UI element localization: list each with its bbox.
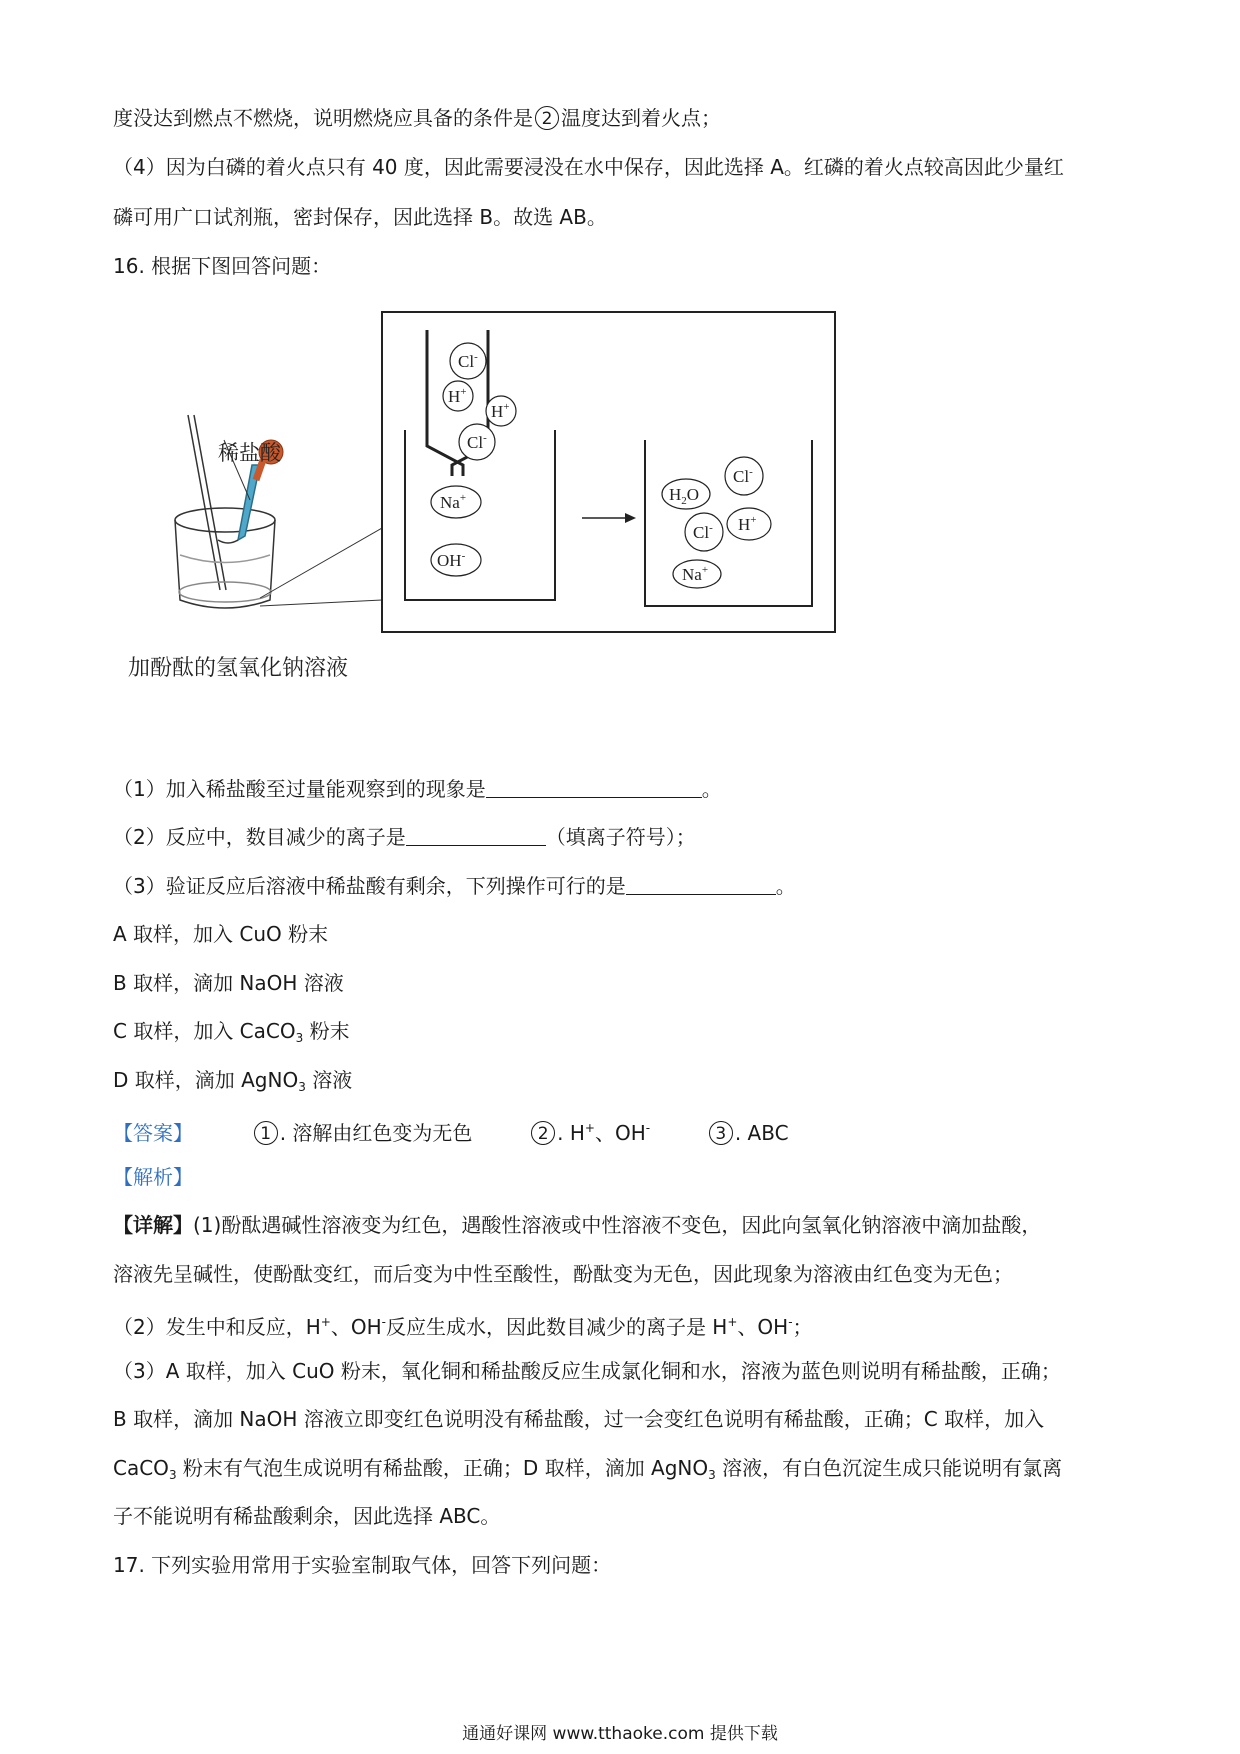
answer-blank-1[interactable] <box>486 777 702 798</box>
circled-number: 2 <box>535 106 559 130</box>
callout-line <box>260 528 382 598</box>
detail-line: （2）发生中和反应，H+、OH-反应生成水，因此数目减少的离子是 H+、OH-； <box>113 1315 813 1339</box>
svg-text:Na+: Na+ <box>682 564 709 584</box>
svg-text:Cl-: Cl- <box>693 522 713 542</box>
acid-label: 稀盐酸 <box>218 442 281 465</box>
svg-text:H+: H+ <box>738 514 757 534</box>
answer-blank-3[interactable] <box>626 874 776 895</box>
detail-line: 溶液先呈碱性，使酚酞变红，而后变为中性至酸性，酚酞变为无色，因此现象为溶液由红色变为无色； <box>113 1262 1013 1286</box>
detail-line: B 取样，滴加 NaOH 溶液立即变红色说明没有稀盐酸，过一会变红色说明有稀盐酸，正确；C 取样，加入 <box>113 1407 1045 1431</box>
svg-text:Cl-: Cl- <box>733 466 753 486</box>
svg-text:H+: H+ <box>491 401 510 421</box>
text-line: 磷可用广口试剂瓶，密封保存，因此选择 B。故选 AB。 <box>113 205 607 229</box>
analysis-label: 【解析】 <box>113 1165 193 1189</box>
answer-blank-2[interactable] <box>406 825 546 846</box>
detail-line: 子不能说明有稀盐酸剩余，因此选择 ABC。 <box>113 1504 501 1528</box>
text-line: 度没达到燃点不燃烧，说明燃烧应具备的条件是 2 温度达到着火点； <box>113 106 721 130</box>
footer-source: 通通好课网 www.tthaoke.com 提供下载 <box>462 1724 778 1744</box>
detail-line: 【详解】(1)酚酞遇碱性溶液变为红色，遇酸性溶液或中性溶液不变色，因此向氢氧化钠溶液中滴加盐酸， <box>113 1213 1042 1237</box>
solution-label: 加酚酞的氢氧化钠溶液 <box>128 655 349 680</box>
reaction-diagram <box>120 300 840 690</box>
svg-text:H+: H+ <box>448 386 467 406</box>
question-2: （2）反应中，数目减少的离子是 （填离子符号）； <box>113 825 696 849</box>
question-17-title: 17. 下列实验用常用于实验室制取气体，回答下列问题： <box>113 1553 612 1577</box>
option-c: C 取样，加入 CaCO$_3$ 粉末 <box>113 1019 350 1045</box>
text-line: （4）因为白磷的着火点只有 40 度，因此需要浸没在水中保存，因此选择 A。红磷的着火点较高因此少量红 <box>113 155 1064 179</box>
svg-text:Na+: Na+ <box>440 492 467 512</box>
question-1: （1）加入稀盐酸至过量能观察到的现象是 。 <box>113 777 722 801</box>
question-3: （3）验证反应后溶液中稀盐酸有剩余，下列操作可行的是 。 <box>113 874 796 898</box>
option-b: B 取样，滴加 NaOH 溶液 <box>113 971 344 995</box>
detail-line: （3）A 取样，加入 CuO 粉末，氧化铜和稀盐酸反应生成氯化铜和水，溶液为蓝色则说明有稀盐酸，正确； <box>113 1359 1061 1383</box>
detail-line: CaCO$_3$ 粉末有气泡生成说明有稀盐酸，正确；D 取样，滴加 AgNO$_3$ 溶液，有白色沉淀生成只能说明有氯离 <box>113 1456 1063 1482</box>
callout-line <box>260 600 382 606</box>
svg-text:H2O: $H_2O$ <box>669 485 700 507</box>
option-a: A 取样，加入 CuO 粉末 <box>113 922 329 946</box>
svg-text:Cl-: Cl- <box>467 432 487 452</box>
svg-text:Cl-: Cl- <box>458 351 478 371</box>
question-16-title: 16. 根据下图回答问题： <box>113 254 332 278</box>
answer-label: 【答案】 <box>113 1121 193 1145</box>
svg-text:OH-: OH- <box>437 550 466 570</box>
option-d: D 取样，滴加 AgNO$_3$ 溶液 <box>113 1068 353 1094</box>
answer-line: 【答案】 1 . 溶解由红色变为无色 2 . H+、OH- 3 . ABC <box>113 1121 789 1145</box>
